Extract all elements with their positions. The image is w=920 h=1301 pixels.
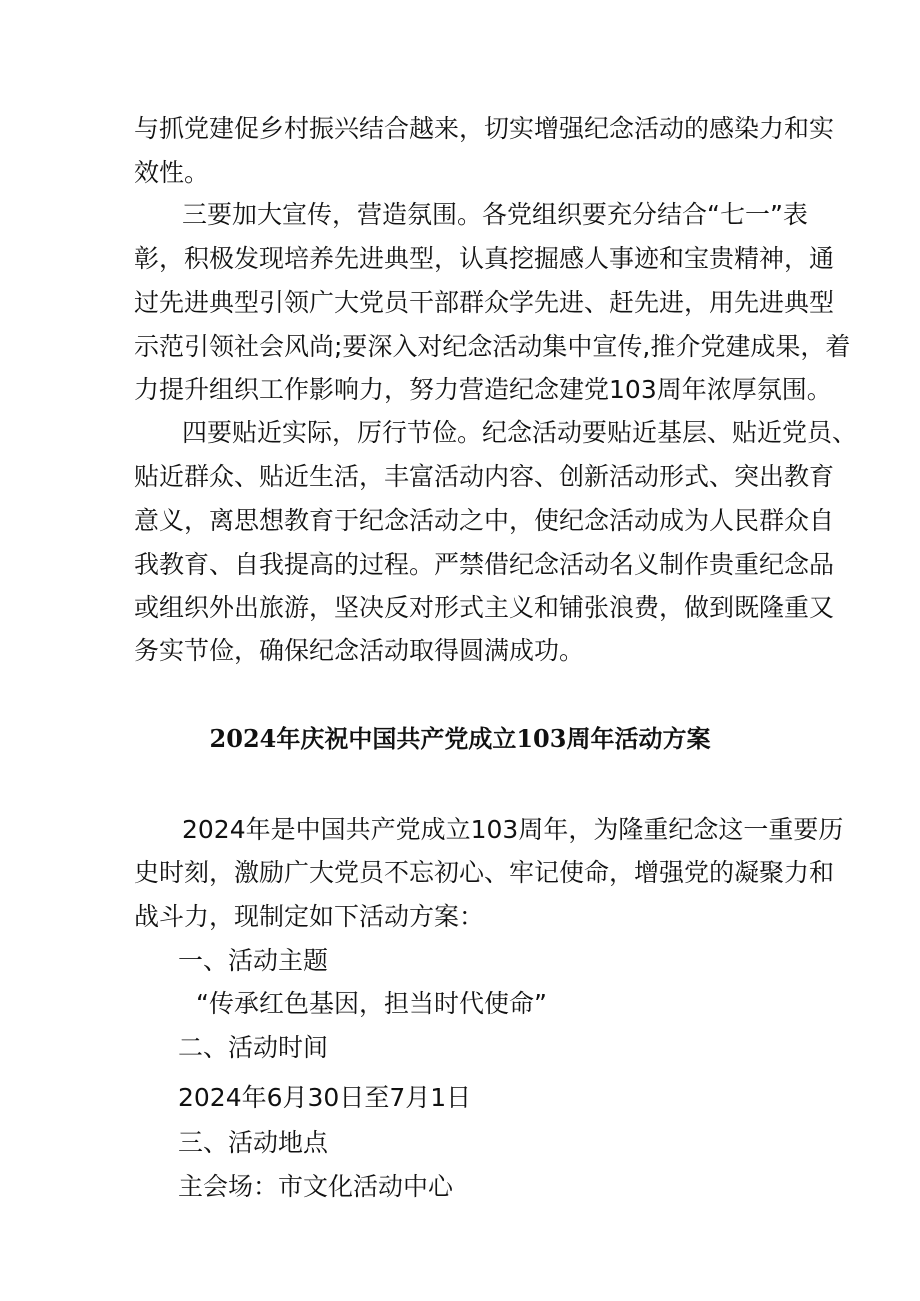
paragraph-line: 战斗力，现制定如下活动方案： [134,902,485,931]
paragraph-line: 意义，离思想教育于纪念活动之中，使纪念活动成为人民群众自 [134,506,835,535]
paragraph-line: 四要贴近实际，厉行节俭。纪念活动要贴近基层、贴近党员、 [182,418,858,447]
paragraph-line: 务实节俭，确保纪念活动取得圆满成功。 [134,636,585,665]
paragraph-line: 力提升组织工作影响力，努力营造纪念建党103周年浓厚氛围。 [134,375,832,404]
section-heading: 二、活动时间 [178,1033,329,1062]
paragraph-line: 或组织外出旅游，坚决反对形式主义和铺张浪费，做到既隆重又 [134,593,835,622]
section-heading: 三、活动地点 [178,1128,329,1157]
section-content: 2024年6月30日至7月1日 [178,1083,472,1112]
paragraph-line: 我教育、自我提高的过程。严禁借纪念活动名义制作贵重纪念品 [134,550,835,579]
paragraph-line: 史时刻，激励广大党员不忘初心、牢记使命，增强党的凝聚力和 [134,858,835,887]
plan-title: 2024年庆祝中国共产党成立103周年活动方案 [209,724,711,753]
paragraph-line: 彰，积极发现培养先进典型，认真挖掘感人事迹和宝贵精神，通 [134,244,835,273]
section-content: “传承红色基因，担当时代使命” [196,989,547,1018]
paragraph-line: 2024年是中国共产党成立103周年，为隆重纪念这一重要历 [182,815,844,844]
section-heading: 一、活动主题 [178,946,329,975]
paragraph-line: 贴近群众、贴近生活，丰富活动内容、创新活动形式、突出教育 [134,462,835,491]
paragraph-line: 与抓党建促乡村振兴结合越来，切实增强纪念活动的感染力和实 [134,114,835,143]
paragraph-line: 效性。 [134,158,210,187]
paragraph-line: 示范引领社会风尚;要深入对纪念活动集中宣传,推介党建成果，着 [134,332,851,361]
paragraph-line: 过先进典型引领广大党员干部群众学先进、赶先进，用先进典型 [134,288,835,317]
paragraph-line: 三要加大宣传，营造氛围。各党组织要充分结合“七一”表 [182,200,808,229]
section-content: 主会场：市文化活动中心 [178,1172,454,1201]
